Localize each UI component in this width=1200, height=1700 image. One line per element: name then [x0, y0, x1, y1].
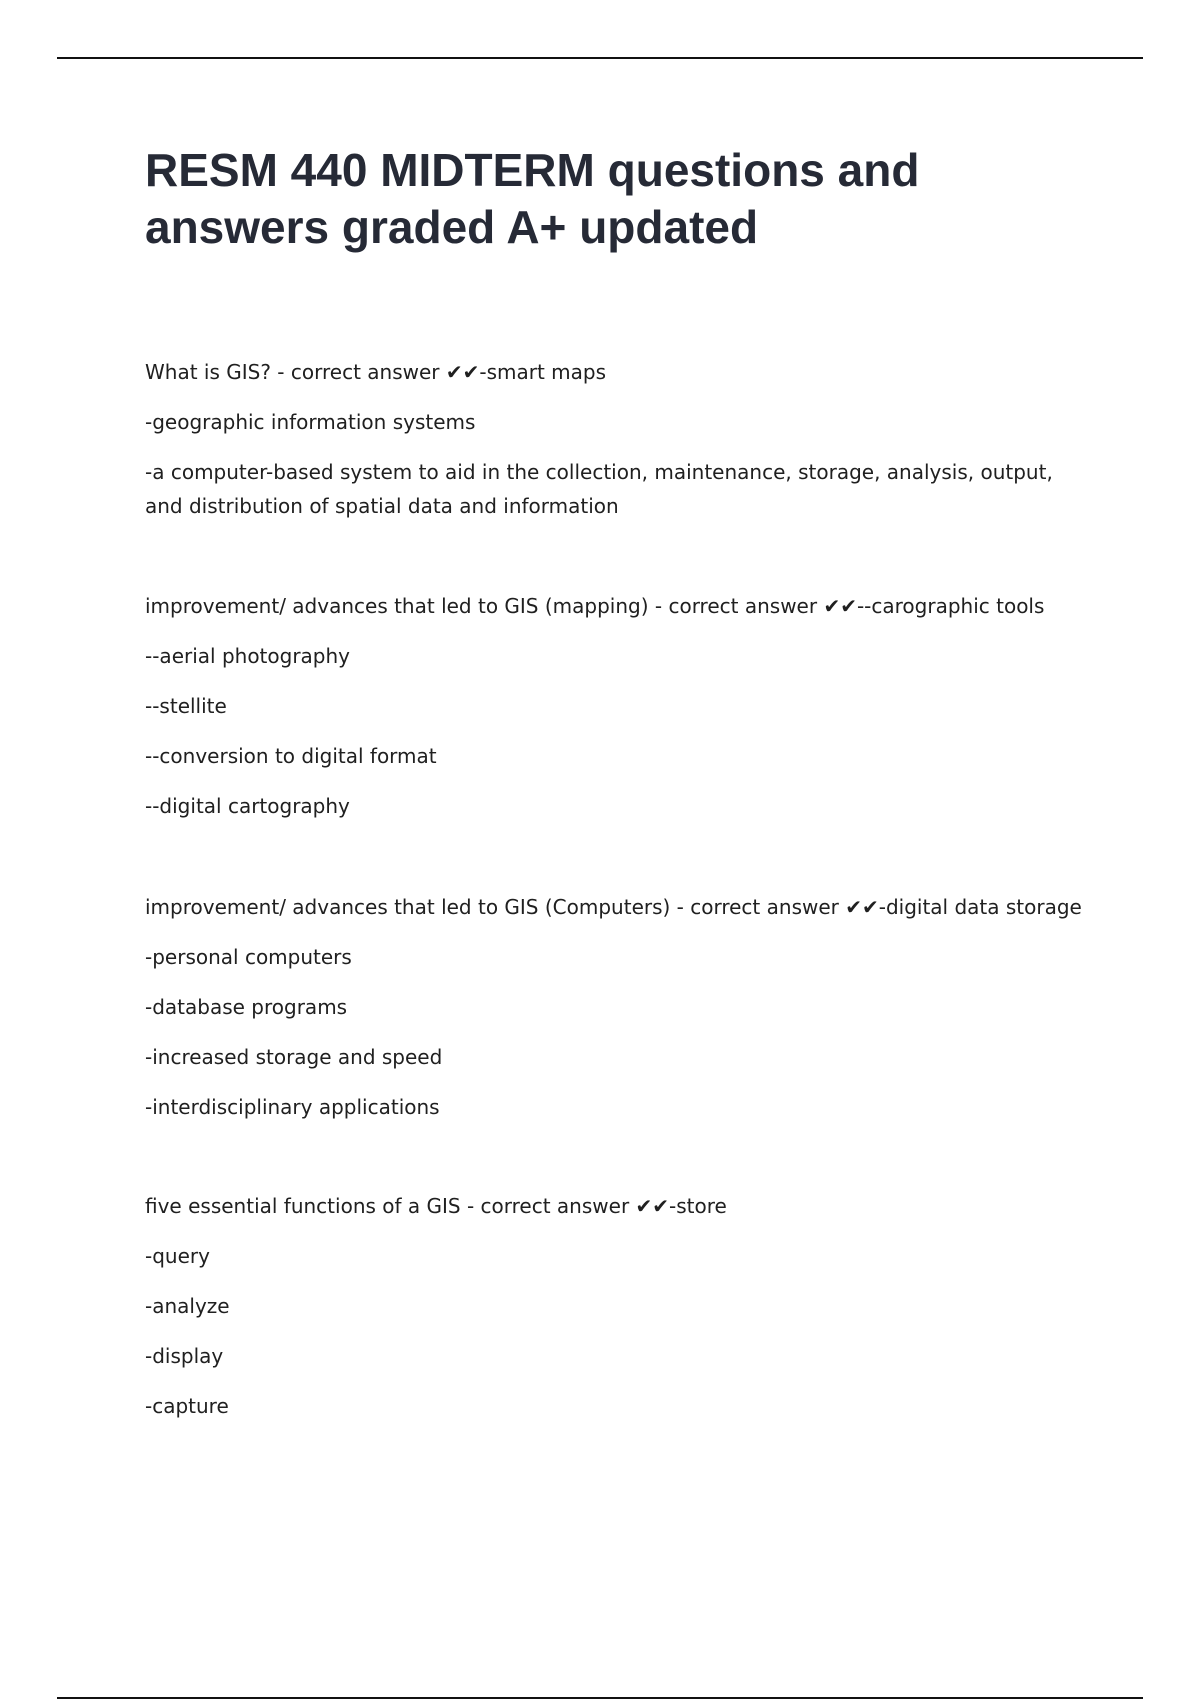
- answer-line: -database programs: [145, 995, 348, 1019]
- answer-line: -personal computers: [145, 945, 352, 969]
- top-rule: [57, 57, 1143, 59]
- answer-line: -query: [145, 1244, 210, 1268]
- answer-line: -display: [145, 1344, 224, 1368]
- answer-line: --aerial photography: [145, 644, 351, 668]
- qa-block-mapping-advances: [145, 589, 1095, 823]
- answer-line: -interdisciplinary applications: [145, 1095, 440, 1119]
- question-line: improvement/ advances that led to GIS (mapping) - correct answer ✔✔--carographic tools: [145, 594, 1045, 618]
- bottom-rule: [57, 1697, 1143, 1699]
- answer-line: -a computer-based system to aid in the collection, maintenance, storage, analysis, output, and distribution of spatial data and information: [145, 460, 1053, 518]
- qa-block-gis-functions: [145, 1189, 1095, 1423]
- answer-line: -geographic information systems: [145, 410, 476, 434]
- qa-block-what-is-gis: [145, 355, 1095, 523]
- answer-line: -increased storage and speed: [145, 1045, 443, 1069]
- document-title: RESM 440 MIDTERM questions and answers graded A+ updated: [145, 144, 920, 253]
- question-line: What is GIS? - correct answer ✔✔-smart maps: [145, 360, 607, 384]
- answer-line: -capture: [145, 1394, 229, 1418]
- qa-block-computer-advances: [145, 890, 1095, 1124]
- question-line: five essential functions of a GIS - correct answer ✔✔-store: [145, 1194, 727, 1218]
- question-line: improvement/ advances that led to GIS (Computers) - correct answer ✔✔-digital data storage: [145, 895, 1082, 919]
- answer-line: --stellite: [145, 694, 227, 718]
- answer-line: --digital cartography: [145, 794, 350, 818]
- answer-line: -analyze: [145, 1294, 230, 1318]
- answer-line: --conversion to digital format: [145, 744, 437, 768]
